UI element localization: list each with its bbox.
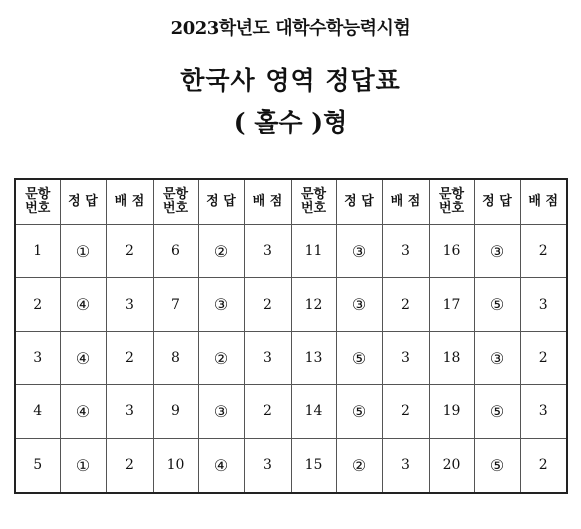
table-header-row — [15, 179, 567, 225]
answer-cell: ③ — [474, 225, 520, 278]
header-answer: 정 답 — [198, 179, 244, 225]
answer-cell: ① — [60, 225, 106, 278]
header-question-number-line2: 번호 — [25, 201, 51, 216]
question-number-cell: 18 — [429, 331, 474, 384]
score-cell: 3 — [520, 385, 567, 438]
question-number-cell: 16 — [429, 225, 474, 278]
subject-answer-key-title: 한국사 영역 정답표 — [180, 66, 401, 95]
answer-cell: ② — [198, 331, 244, 384]
score-cell: 2 — [382, 385, 429, 438]
answer-cell: ③ — [474, 331, 520, 384]
header-question-number-line1: 문항 — [300, 187, 327, 202]
header-answer: 정 답 — [60, 179, 106, 225]
header-question-number — [153, 179, 198, 225]
question-number-cell: 12 — [291, 278, 336, 331]
question-number-cell: 1 — [15, 225, 60, 278]
score-cell: 3 — [244, 225, 291, 278]
score-cell: 3 — [382, 438, 429, 493]
answer-cell: ④ — [60, 331, 106, 384]
header-score: 배 점 — [106, 179, 153, 225]
question-number-cell: 11 — [291, 225, 336, 278]
header-score: 배 점 — [382, 179, 429, 225]
answer-cell: ④ — [198, 438, 244, 493]
table-row — [15, 331, 567, 384]
header-question-number-line1: 문항 — [25, 187, 51, 202]
question-number-cell: 5 — [15, 438, 60, 493]
score-cell: 3 — [244, 331, 291, 384]
score-cell: 2 — [520, 438, 567, 493]
question-number-cell: 9 — [153, 385, 198, 438]
answer-cell: ② — [198, 225, 244, 278]
table-row — [15, 385, 567, 438]
header-score: 배 점 — [244, 179, 291, 225]
question-number-cell: 6 — [153, 225, 198, 278]
answer-cell: ⑤ — [336, 331, 382, 384]
answer-cell: ⑤ — [474, 438, 520, 493]
score-cell: 2 — [106, 331, 153, 384]
header-question-number — [291, 179, 336, 225]
score-cell: 2 — [520, 331, 567, 384]
score-cell: 3 — [244, 438, 291, 493]
answer-cell: ⑤ — [336, 385, 382, 438]
question-number-cell: 3 — [15, 331, 60, 384]
header-question-number-line2: 번호 — [438, 201, 465, 216]
table-body — [15, 225, 567, 494]
score-cell: 2 — [382, 278, 429, 331]
score-cell: 2 — [106, 225, 153, 278]
table-row — [15, 438, 567, 493]
score-cell: 3 — [106, 385, 153, 438]
exam-year-title: 2023학년도 대학수학능력시험 — [170, 18, 411, 39]
header-answer: 정 답 — [336, 179, 382, 225]
answer-cell: ① — [60, 438, 106, 493]
question-number-cell: 2 — [15, 278, 60, 331]
question-number-cell: 8 — [153, 331, 198, 384]
header-question-number-line2: 번호 — [162, 201, 189, 216]
score-cell: 3 — [520, 278, 567, 331]
answer-cell: ③ — [336, 225, 382, 278]
header-question-number-line1: 문항 — [438, 187, 465, 202]
header-answer: 정 답 — [474, 179, 520, 225]
score-cell: 3 — [106, 278, 153, 331]
question-number-cell: 15 — [291, 438, 336, 493]
header-question-number — [15, 179, 60, 225]
score-cell: 3 — [382, 331, 429, 384]
question-number-cell: 14 — [291, 385, 336, 438]
question-number-cell: 4 — [15, 385, 60, 438]
header-question-number — [429, 179, 474, 225]
table-row — [15, 278, 567, 331]
answer-cell: ③ — [336, 278, 382, 331]
score-cell: 2 — [106, 438, 153, 493]
question-number-cell: 13 — [291, 331, 336, 384]
answer-cell: ④ — [60, 278, 106, 331]
score-cell: 3 — [382, 225, 429, 278]
answer-cell: ② — [336, 438, 382, 493]
answer-cell: ③ — [198, 385, 244, 438]
header-question-number-line2: 번호 — [300, 201, 327, 216]
table-row — [15, 225, 567, 278]
answer-cell: ⑤ — [474, 278, 520, 331]
score-cell: 2 — [520, 225, 567, 278]
question-number-cell: 7 — [153, 278, 198, 331]
answer-cell: ③ — [198, 278, 244, 331]
question-number-cell: 20 — [429, 438, 474, 493]
answer-cell: ④ — [60, 385, 106, 438]
answer-cell: ⑤ — [474, 385, 520, 438]
form-type-title: ( 홀수 )형 — [233, 108, 348, 137]
score-cell: 2 — [244, 278, 291, 331]
header-score: 배 점 — [520, 179, 567, 225]
header-question-number-line1: 문항 — [162, 187, 189, 202]
score-cell: 2 — [244, 385, 291, 438]
question-number-cell: 10 — [153, 438, 198, 493]
question-number-cell: 19 — [429, 385, 474, 438]
question-number-cell: 17 — [429, 278, 474, 331]
answer-key-table — [14, 178, 568, 494]
